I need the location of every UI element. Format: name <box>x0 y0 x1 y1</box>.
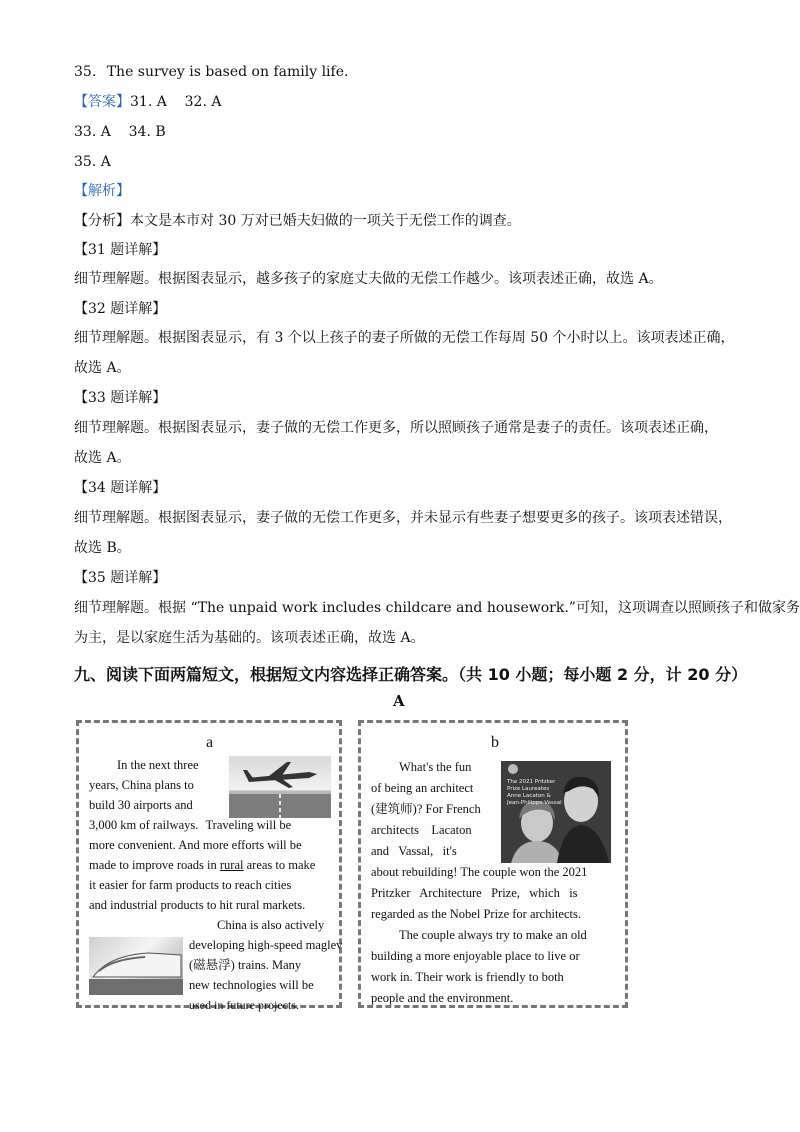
card-a-line-4 <box>89 815 291 836</box>
maglev-train-photo-icon <box>89 937 183 995</box>
card-b-line-7: Pritzker Architecture Prize, which is <box>371 886 578 900</box>
card-a-line-3: build 30 airports and <box>89 798 193 812</box>
prize-logo-line-2: Prize Laureates <box>507 786 550 792</box>
card-a-line-9: China is also actively <box>217 918 325 932</box>
q32-explanation: 细节理解题。根据图表显示，有 3 个以上孩子的妻子所做的无偿工作每周 50 个小时以上。该项表述正确， <box>74 330 735 346</box>
q35-explanation-cont: 为主，是以家庭生活为基础的。该项表述正确，故选 A。 <box>74 630 425 646</box>
q35-heading: 【35 题详解】 <box>74 570 167 586</box>
q31-heading: 【31 题详解】 <box>74 242 167 258</box>
prize-logo-line-1: The 2021 Pritzker <box>507 779 556 785</box>
card-a-line-10: developing high-speed maglev <box>189 938 343 952</box>
q33-explanation: 细节理解题。根据图表显示，妻子做的无偿工作更多，所以照顾孩子通常是妻子的责任。该项表述正确， <box>74 420 718 436</box>
card-a-line-1: In the next three <box>117 758 199 772</box>
card-b-line-12: people and the environment. <box>371 991 514 1005</box>
q35-number: 35. <box>74 64 97 80</box>
card-a-line-4b: Traveling will be <box>205 818 292 832</box>
card-b-line-10: building a more enjoyable place to live or <box>371 949 580 963</box>
card-b-line-8: regarded as the Nobel Prize for architects. <box>371 907 581 921</box>
card-a-line-13: used in future projects. <box>189 998 299 1012</box>
q35-statement: The survey is based on family life. <box>106 64 349 80</box>
passage-card-b <box>358 720 628 1008</box>
card-b-letter: b <box>491 734 499 751</box>
architects-portrait-photo-icon <box>501 761 611 863</box>
analysis-summary: 【分析】本文是本市对 30 万对已婚夫妇做的一项关于无偿工作的调查。 <box>74 213 521 229</box>
answer-values-1: 31. A 32. A <box>130 94 222 110</box>
section-title: 九、阅读下面两篇短文，根据短文内容选择正确答案。（共 10 小题；每小题 2 分，计 20 分） <box>74 665 748 684</box>
card-b-line-5: and Vassal, it's <box>371 844 457 858</box>
card-b-line-11: work in. Their work is friendly to both <box>371 970 564 984</box>
card-b-line-3: (建筑师)? For French <box>371 802 481 816</box>
passage-card-a <box>76 720 343 1012</box>
answer-line-1 <box>74 92 221 112</box>
card-b-line-2: of being an architect <box>371 781 474 795</box>
card-a-line-5: more convenient. And more efforts will be <box>89 838 302 852</box>
card-a-line-12: new technologies will be <box>189 978 314 992</box>
card-a-line-7: it easier for farm products to reach cities <box>89 878 292 892</box>
q35-line <box>74 62 348 82</box>
q34-explanation-cont: 故选 B。 <box>74 540 131 556</box>
airplane-photo-icon <box>229 756 331 818</box>
analysis-label: 【解析】 <box>74 183 130 199</box>
card-b-line-4: architects Lacaton <box>371 823 472 837</box>
card-a-line-11: (磁悬浮) trains. Many <box>189 958 302 972</box>
card-a-rural-word: rural <box>219 858 244 872</box>
q33-heading: 【33 题详解】 <box>74 390 167 406</box>
prize-logo-line-4: Jean-Philippe Vassal <box>507 800 562 806</box>
prize-logo-line-3: Anne Lacaton & <box>507 793 551 799</box>
q34-heading: 【34 题详解】 <box>74 480 167 496</box>
answer-values-2: 33. A 34. B <box>74 124 166 140</box>
card-a-line-2: years, China plans to <box>89 778 194 792</box>
q31-explanation: 细节理解题。根据图表显示，越多孩子的家庭丈夫做的无偿工作越少。该项表述正确，故选 A。 <box>74 271 663 287</box>
q34-explanation: 细节理解题。根据图表显示，妻子做的无偿工作更多，并未显示有些妻子想要更多的孩子。该项表述错误， <box>74 510 732 526</box>
passage-label: A <box>393 692 405 710</box>
q32-explanation-cont: 故选 A。 <box>74 360 131 376</box>
answer-label: 【答案】 <box>74 94 130 110</box>
card-a-line-4a: 3,000 km of railways. <box>89 818 199 832</box>
card-b-line-9: The couple always try to make an old <box>399 928 587 942</box>
q32-heading: 【32 题详解】 <box>74 301 167 317</box>
answer-values-3: 35. A <box>74 154 111 170</box>
q35-explanation: 细节理解题。根据 “The unpaid work includes childcare and housework.”可知，这项调查以照顾孩子和做家务 <box>74 600 800 616</box>
card-a-line-6a: made to improve roads in <box>89 858 217 872</box>
prize-logo-text <box>507 779 562 807</box>
card-a-line-6 <box>89 855 315 876</box>
card-a-letter: a <box>206 734 214 751</box>
card-b-line-6: about rebuilding! The couple won the 2021 <box>371 865 588 879</box>
card-b-line-1: What's the fun <box>399 760 472 774</box>
card-a-line-6b: areas to make <box>246 858 316 872</box>
card-a-line-8: and industrial products to hit rural markets. <box>89 898 306 912</box>
q33-explanation-cont: 故选 A。 <box>74 450 131 466</box>
